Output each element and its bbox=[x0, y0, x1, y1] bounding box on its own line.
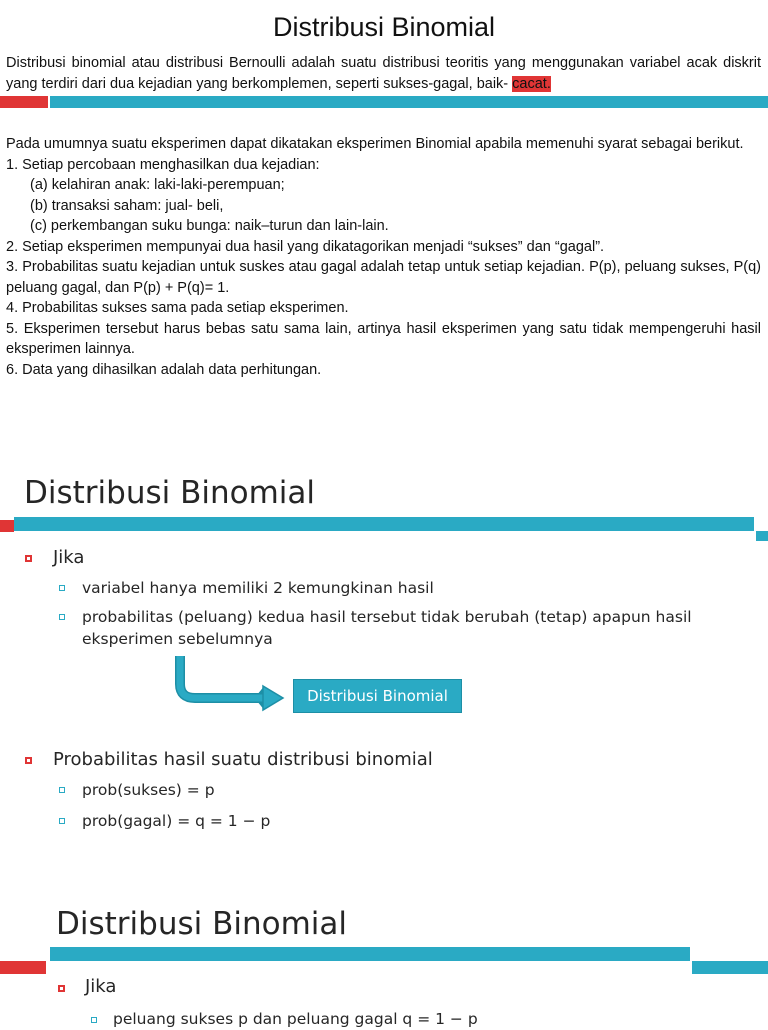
requirement-item-1c: (c) perkembangan suku bunga: naik–turun dan lain-lain. bbox=[30, 218, 389, 234]
slide2-sub-bullet-1: variabel hanya memiliki 2 kemungkinan hasil bbox=[82, 579, 434, 597]
bullet-square-icon bbox=[25, 757, 32, 764]
requirement-item-4: 4. Probabilitas sukses sama pada setiap eksperimen. bbox=[6, 300, 349, 316]
distribusi-binomial-box: Distribusi Binomial bbox=[293, 679, 462, 713]
requirement-item-6: 6. Data yang dihasilkan adalah data perhitungan. bbox=[6, 361, 322, 378]
formula-prob-sukses: prob(sukses) = p bbox=[82, 781, 215, 799]
requirements-intro: Pada umumnya suatu eksperimen dapat dikatakan eksperimen Binomial apabila memenuhi syarat sebagai berikut. bbox=[6, 136, 744, 152]
accent-bar-red bbox=[0, 96, 48, 108]
requirement-item-2: 2. Setiap eksperimen mempunyai dua hasil yang dikatagorikan menjadi “sukses” dan “gagal”. bbox=[6, 238, 605, 255]
bullet-square-icon bbox=[59, 614, 65, 620]
requirement-item-3: 3. Probabilitas suatu kejadian untuk suskes atau gagal adalah tetap untuk setiap kejadian. P(p), peluang sukses, P(q) peluang gagal, dan P(p) + P(q)= 1. bbox=[6, 259, 761, 296]
slide2-sub-bullet-2: probabilitas (peluang) kedua hasil tersebut tidak berubah (tetap) apapun hasil eksperimen sebelumnya bbox=[82, 608, 692, 648]
slide3-accent-bar-red bbox=[0, 961, 46, 974]
accent-bar-teal bbox=[50, 96, 768, 108]
slide3-bullet-jika: Jika bbox=[85, 976, 117, 997]
requirement-item-1: 1. Setiap percobaan menghasilkan dua kejadian: bbox=[6, 156, 320, 173]
requirement-item-1a: (a) kelahiran anak: laki-laki-perempuan; bbox=[30, 177, 285, 193]
slide2-bullet-probabilitas: Probabilitas hasil suatu distribusi binomial bbox=[53, 749, 433, 770]
intro-paragraph bbox=[6, 53, 761, 94]
formula-prob-gagal: prob(gagal) = q = 1 − p bbox=[82, 812, 271, 830]
requirements-section bbox=[6, 134, 761, 380]
page-title: Distribusi Binomial bbox=[272, 12, 496, 42]
slide2-accent-bar-teal-right bbox=[756, 531, 768, 541]
slide2-title: Distribusi Binomial bbox=[24, 475, 316, 511]
requirement-item-1b: (b) transaksi saham: jual- beli, bbox=[30, 197, 224, 214]
slide2-accent-bar-teal bbox=[14, 517, 754, 531]
bullet-square-icon bbox=[91, 1017, 97, 1023]
curved-arrow-icon bbox=[175, 656, 287, 714]
bullet-square-icon bbox=[59, 818, 65, 824]
bullet-square-icon bbox=[59, 585, 65, 591]
slide3-sub-bullet-1: peluang sukses p dan peluang gagal q = 1 − p bbox=[113, 1010, 478, 1028]
bullet-square-icon bbox=[58, 985, 65, 992]
intro-highlighted-text: cacat. bbox=[512, 75, 551, 92]
requirement-item-5: 5. Eksperimen tersebut harus bebas satu sama lain, artinya hasil eksperimen yang satu tidak mempengeruhi hasil eksperimen lainnya. bbox=[6, 320, 761, 357]
bullet-square-icon bbox=[25, 555, 32, 562]
slide3-accent-bar-teal bbox=[50, 947, 690, 961]
intro-text: Distribusi binomial atau distribusi Bernoulli adalah suatu distribusi teoritis yang menggunakan variabel acak diskrit yang terdiri dari dua kejadian yang berkomplemen, seperti sukses-gagal, baik- bbox=[6, 55, 761, 92]
slide2-accent-bar-red bbox=[0, 520, 14, 532]
slide3-accent-bar-teal-right bbox=[692, 961, 768, 974]
bullet-square-icon bbox=[59, 787, 65, 793]
slide3-title: Distribusi Binomial bbox=[56, 906, 348, 942]
slide2-bullet-jika: Jika bbox=[53, 547, 85, 568]
